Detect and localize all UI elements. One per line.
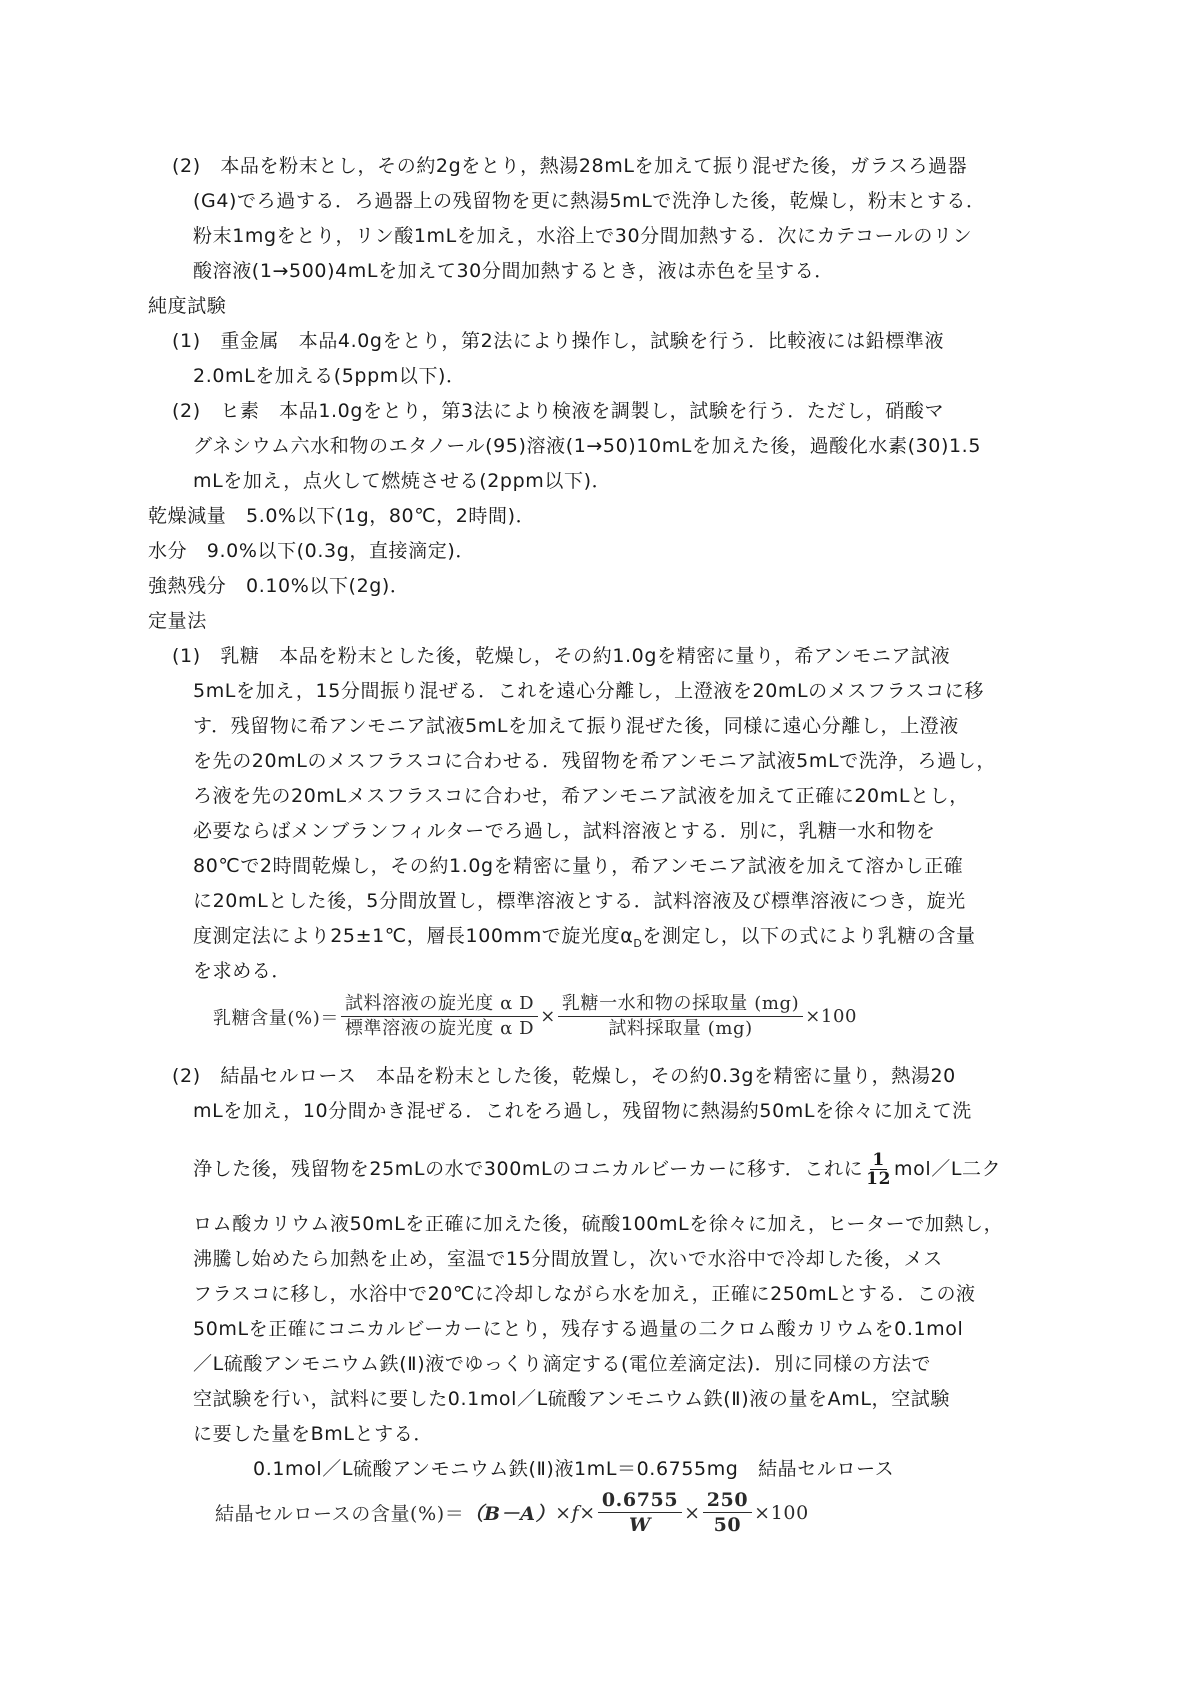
formula2-den2: 50 [713,1514,742,1536]
lactose-line-1: (1) 乳糖 本品を粉末とした後，乾燥し，その約1.0gを精密に量り，希アンモニア試液 [172,645,951,667]
lactose-line-9-tail: を測定し，以下の式により乳糖の含量 [642,925,976,947]
lactose-line-9 [193,922,976,958]
identification-line-1: (2) 本品を粉末とし，その約2gをとり，熱湯28mLを加えて振り混ぜた後，ガラスろ過器 [172,155,968,177]
formula2-tail: ×100 [754,1501,809,1524]
formula2-num1: 0.6755 [598,1488,682,1513]
lactose-line-8: に20mLとした後，5分間放置し，標準溶液とする．試料溶液及び標準溶液につき，旋光 [193,890,966,912]
cellulose-line-3-head: 浄した後，残留物を25mLの水で300mLのコニカルビーカーに移す．これに [193,1158,864,1180]
residue-on-ignition: 強熱残分 0.10%以下(2g)． [148,575,410,597]
lactose-formula [213,992,857,1041]
lactose-line-9-head: 度測定法により25±1℃，層長100mmで旋光度α [193,925,634,947]
cellulose-line-8: ／L硫酸アンモニウム鉄(Ⅱ)液でゆっくり滴定する(電位差滴定法)．別に同様の方法で [193,1353,932,1375]
formula1-den2: 試料採取量 (mg) [608,1018,753,1039]
cellulose-line-10: に要した量をBmLとする． [193,1423,433,1445]
formula2-num2: 250 [703,1488,752,1513]
purity-line-2: 2.0mLを加える(5ppm以下)． [193,365,466,387]
formula1-times: × [540,1006,556,1027]
one-twelfth-fraction [864,1151,893,1188]
formula2-lhs: 結晶セルロースの含量(%)＝ [215,1503,465,1525]
loss-on-drying: 乾燥減量 5.0%以下(1g，80℃，2時間)． [148,505,536,527]
cellulose-line-4: ロム酸カリウム液50mLを正確に加えた後，硫酸100mLを徐々に加え，ヒーターで加熱し， [193,1213,1004,1235]
lactose-line-7: 80℃で2時間乾燥し，その約1.0gを精密に量り，希アンモニア試液を加えて溶かし正確 [193,855,964,877]
lactose-line-2: 5mLを加え，15分間振り混ぜる．これを遠心分離し，上澄液を20mLのメスフラスコに移 [193,680,985,702]
lactose-line-3: す．残留物に希アンモニア試液5mLを加えて振り混ぜた後，同様に遠心分離し，上澄液 [193,715,959,737]
formula1-fraction-2 [558,992,803,1041]
fraction-numerator: 1 [872,1150,885,1170]
formula1-den1: 標準溶液の旋光度 α D [344,1018,535,1039]
purity-line-4: グネシウム六水和物のエタノール(95)溶液(1→50)10mLを加えた後，過酸化水素(30)1.5 [193,435,982,457]
formula2-paren: （B－A） [464,1503,556,1525]
cellulose-line-2: mLを加え，10分間かき混ぜる．これをろ過し，残留物に熱湯約50mLを徐々に加えて洗 [193,1100,972,1122]
formula2-times: × [684,1501,701,1524]
formula1-lhs: 乳糖含量(%)＝ [213,1007,339,1029]
cellulose-line-3 [193,1147,1001,1191]
identification-line-2: (G4)でろ過する．ろ過器上の残留物を更に熱湯5mLで洗浄した後，乾燥し，粉末とする． [193,190,986,212]
lactose-line-5: ろ液を先の20mLメスフラスコに合わせ，希アンモニア試液を加えて正確に20mLとし， [193,785,969,807]
formula2-fraction-2 [703,1488,752,1537]
purity-line-3: (2) ヒ素 本品1.0gをとり，第3法により検液を調製し，試験を行う．ただし，硝酸マ [172,400,945,422]
purity-heading: 純度試験 [148,295,227,317]
purity-line-5: mLを加え，点火して燃焼させる(2ppm以下)． [193,470,612,492]
formula2-den1: W [629,1514,651,1536]
identification-line-3: 粉末1mgをとり，リン酸1mLを加え，水浴上で30分間加熱する．次にカテコールのリン [193,225,973,247]
water-content: 水分 9.0%以下(0.3g，直接滴定)． [148,540,475,562]
formula1-num1: 試料溶液の旋光度 α D [341,992,538,1017]
cellulose-line-6: フラスコに移し，水浴中で20℃に冷却しながら水を加え，正確に250mLとする．この液 [193,1283,976,1305]
fraction-denominator: 12 [866,1169,892,1189]
cellulose-line-5: 沸騰し始めたら加熱を止め，室温で15分間放置し，次いで水浴中で冷却した後，メス [193,1248,943,1270]
formula2-times-f: ×f× [555,1501,596,1524]
cellulose-line-9: 空試験を行い，試料に要した0.1mol／L硫酸アンモニウム鉄(Ⅱ)液の量をAmL，空試験 [193,1388,950,1410]
cellulose-line-3-tail: mol／L二ク [894,1158,1002,1180]
lactose-line-10: を求める． [193,960,292,982]
purity-line-1: (1) 重金属 本品4.0gをとり，第2法により操作し，試験を行う．比較液には鉛標準液 [172,330,945,352]
cellulose-equivalence: 0.1mol／L硫酸アンモニウム鉄(Ⅱ)液1mL＝0.6755mg 結晶セルロース [253,1458,895,1480]
formula2-fraction-1 [598,1488,682,1537]
assay-heading: 定量法 [148,610,207,632]
cellulose-formula [215,1488,809,1537]
formula1-fraction-1 [341,992,538,1041]
cellulose-line-1: (2) 結晶セルロース 本品を粉末とした後，乾燥し，その約0.3gを精密に量り，熱湯20 [172,1065,956,1087]
formula1-num2: 乳糖一水和物の採取量 (mg) [558,992,803,1017]
cellulose-line-7: 50mLを正確にコニカルビーカーにとり，残存する過量の二クロム酸カリウムを0.1mol [193,1318,964,1340]
alpha-d-subscript: D [633,936,643,950]
lactose-line-6: 必要ならばメンブランフィルターでろ過し，試料溶液とする．別に，乳糖一水和物を [193,820,936,842]
lactose-line-4: を先の20mLのメスフラスコに合わせる．残留物を希アンモニア試液5mLで洗浄，ろ過し， [193,750,996,772]
identification-line-4: 酸溶液(1→500)4mLを加えて30分間加熱するとき，液は赤色を呈する． [193,260,834,282]
formula1-tail: ×100 [805,1006,858,1027]
